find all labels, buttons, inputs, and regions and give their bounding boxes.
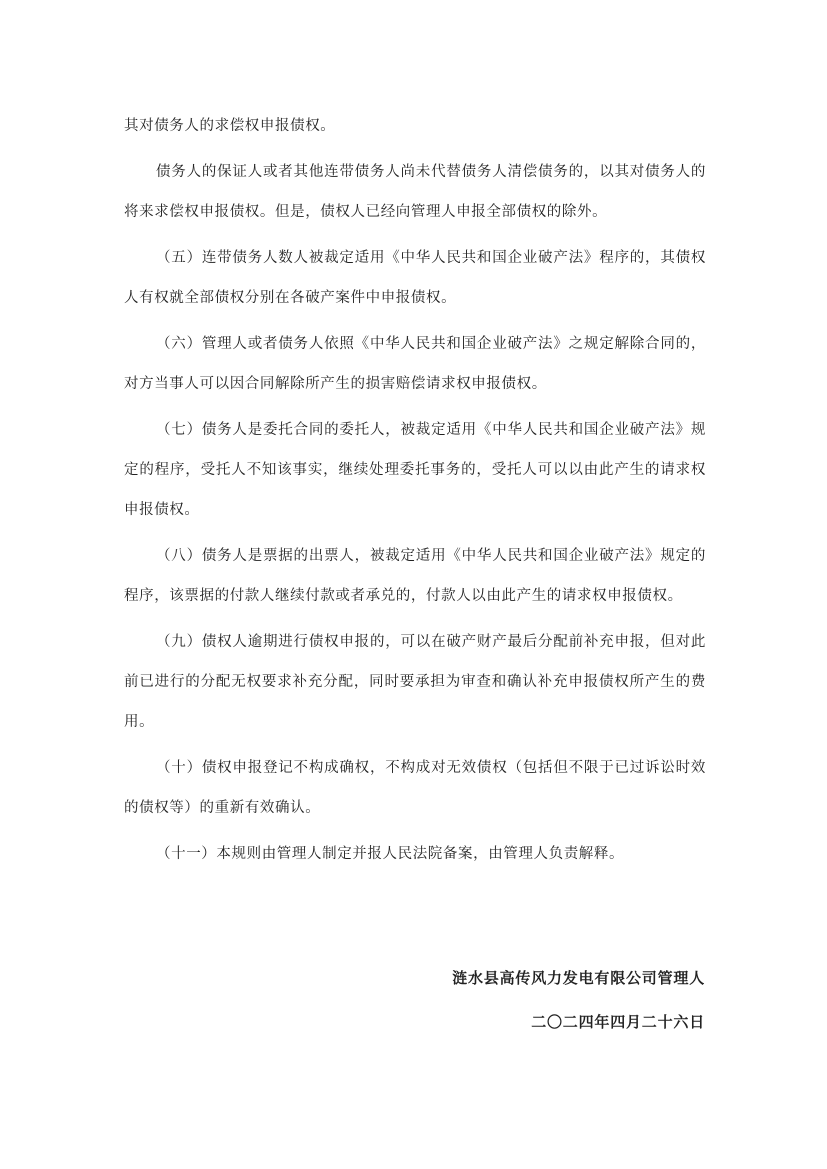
paragraph-guarantor-claim: 债务人的保证人或者其他连带债务人尚未代替债务人清偿债务的，以其对债务人的将来求偿权申报债权。但是，债权人已经向管理人申报全部债权的除外。	[124, 164, 706, 220]
document-body	[124, 106, 706, 880]
paragraph-item-9: （九）债权人逾期进行债权申报的，可以在破产财产最后分配前补充申报，但对此前已进行的分配无权要求补充分配，同时要承担为审查和确认补充申报债权所产生的费用。	[124, 634, 706, 730]
signature-organization: 涟水县高传风力发电有限公司管理人	[452, 969, 705, 987]
signature-date: 二〇二四年四月二十六日	[531, 1013, 705, 1031]
paragraph-item-8: （八）债务人是票据的出票人，被裁定适用《中华人民共和国企业破产法》规定的程序，该票据的付款人继续付款或者承兑的，付款人以由此产生的请求权申报债权。	[124, 548, 706, 604]
paragraph-item-7: （七）债务人是委托合同的委托人，被裁定适用《中华人民共和国企业破产法》规定的程序，受托人不知该事实，继续处理委托事务的，受托人可以以由此产生的请求权申报债权。	[124, 422, 706, 518]
paragraph-item-6: （六）管理人或者债务人依照《中华人民共和国企业破产法》之规定解除合同的，对方当事人可以因合同解除所产生的损害赔偿请求权申报债权。	[124, 336, 706, 392]
paragraph-item-11: （十一）本规则由管理人制定并报人民法院备案，由管理人负责解释。	[156, 846, 625, 862]
signature-block	[452, 968, 705, 1032]
paragraph-item-5: （五）连带债务人数人被裁定适用《中华人民共和国企业破产法》程序的，其债权人有权就全部债权分别在各破产案件中申报债权。	[124, 250, 706, 306]
paragraph-continuation: 其对债务人的求偿权申报债权。	[124, 118, 336, 134]
paragraph-item-10: （十）债权申报登记不构成确权，不构成对无效债权（包括但不限于已过诉讼时效的债权等）的重新有效确认。	[124, 760, 706, 816]
